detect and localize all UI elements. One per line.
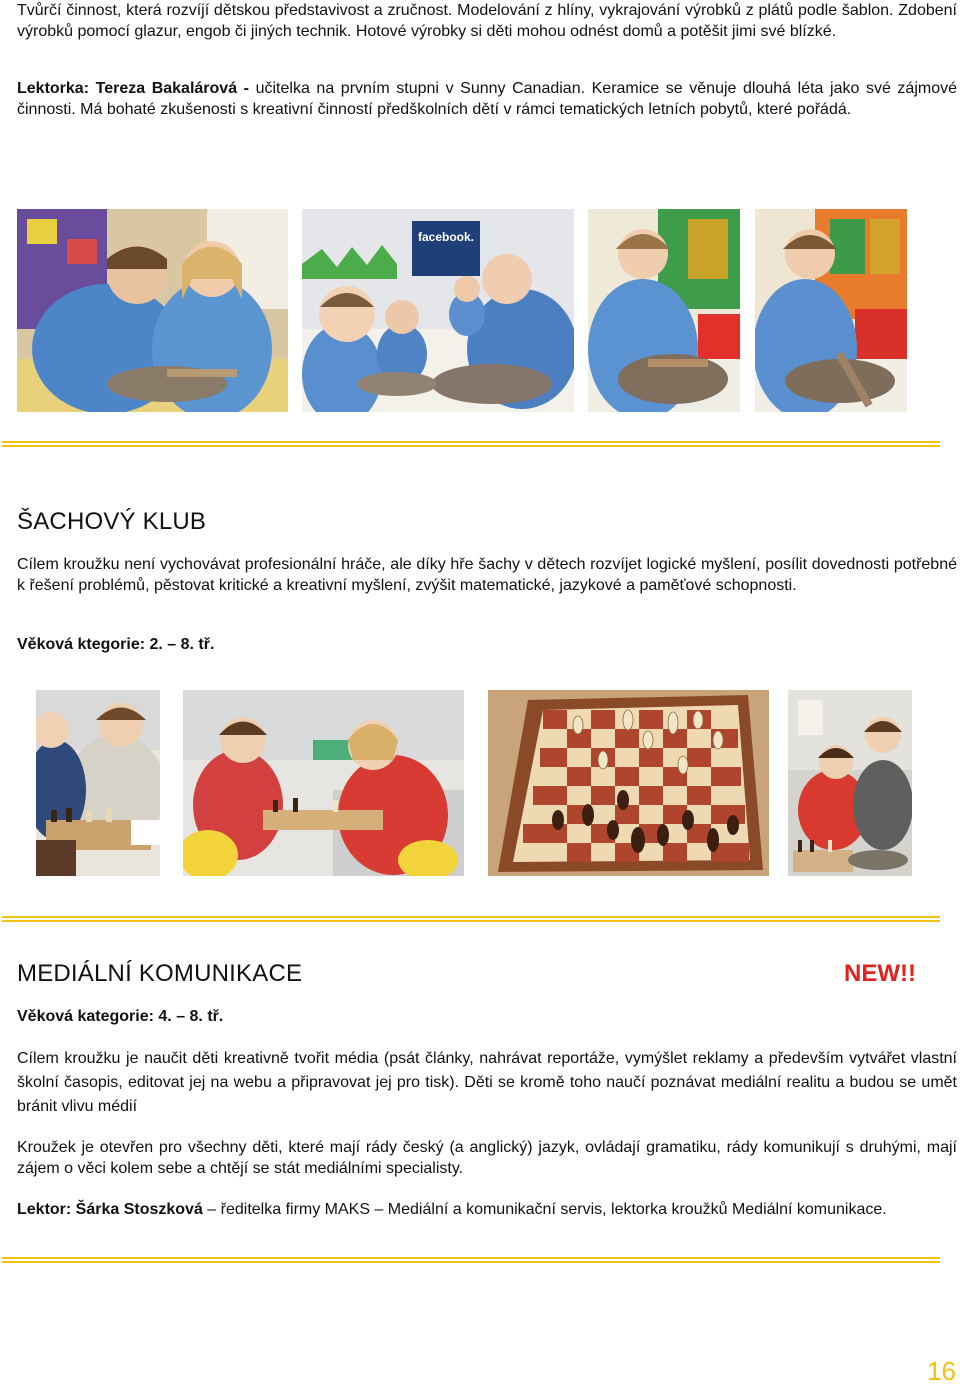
chess-photo-1 — [36, 690, 160, 876]
media-club-audience: Kroužek je otevřen pro všechny děti, které mají rády český (a anglický) jazyk, ovládají gramatiku, rády komunikují s druhými, mají zájem o věci kolem sebe a chtějí se stát mediálními specialisty. — [17, 1139, 957, 1177]
chess-photo-3 — [488, 690, 769, 876]
section-divider — [2, 916, 940, 924]
new-badge: NEW!! — [844, 960, 916, 987]
chess-photo-4 — [788, 690, 912, 876]
page-number: 16 — [927, 1356, 956, 1386]
keramika-lecturer-text: učitelka na prvním stupni v Sunny Canadian. Keramice se věnuje dlouhá léta jako své zájmové činnosti. Má bohaté zkušenosti s kreativní činností předškolních dětí v rámci tematických letních pobytů, které pořádá. — [17, 80, 958, 118]
keramika-lecturer-label: Lektorka: Tereza Bakalárová - — [17, 80, 256, 97]
media-lecturer-label: Lektor: Šárka Stoszková — [17, 1201, 203, 1218]
chess-club-description: Cílem kroužku není vychovávat profesionální hráče, ale díky hře šachy v dětech rozvíjet logické myšlení, posílit dovednosti potřebné k řešení problémů, pěstovat kritické a kreativní myšlení, zvýšit matematické, jazykové a paměťové schopnosti. — [17, 556, 957, 594]
facebook-sign-text: facebook. — [417, 230, 475, 244]
keramika-lecturer — [17, 78, 957, 120]
media-lecturer-text: – ředitelka firmy MAKS – Mediální a komunikační servis, lektorka kroužků Mediální komunikace. — [202, 1201, 887, 1218]
pottery-photo-1 — [17, 209, 288, 412]
keramika-intro: Tvůrčí činnost, která rozvíjí dětskou představivost a zručnost. Modelování z hlíny, vykrajování výrobků z plátů podle šablon. Zdobení výrobků pomocí glazur, engob či jiných technik. Hotové výrobky si děti mohou odnést domů a potěšit jimi své blízké. — [17, 2, 957, 40]
section-divider — [2, 441, 940, 449]
pottery-photo-4 — [755, 209, 907, 412]
section-divider — [2, 1257, 940, 1265]
media-club-lecturer — [17, 1199, 957, 1220]
chess-club-age: Věková ktegorie: 2. – 8. tř. — [17, 636, 215, 653]
media-club-age: Věková kategorie: 4. – 8. tř. — [17, 1008, 224, 1025]
chess-club-title: ŠACHOVÝ KLUB — [17, 508, 207, 535]
chess-photo-2 — [183, 690, 464, 876]
media-club-title: MEDIÁLNÍ KOMUNIKACE — [17, 960, 303, 987]
pottery-photo-2 — [302, 209, 574, 412]
pottery-photo-3 — [588, 209, 740, 412]
media-club-description: Cílem kroužku je naučit děti kreativně tvořit média (psát články, nahrávat reportáže, vymýšlet reklamy a především vytvářet vlastní školní časopis, editovat jej na webu a připravovat jej pro tisk). Děti se kromě toho naučí poznávat mediální realitu a budou se umět bránit vlivu médií — [17, 1050, 957, 1115]
